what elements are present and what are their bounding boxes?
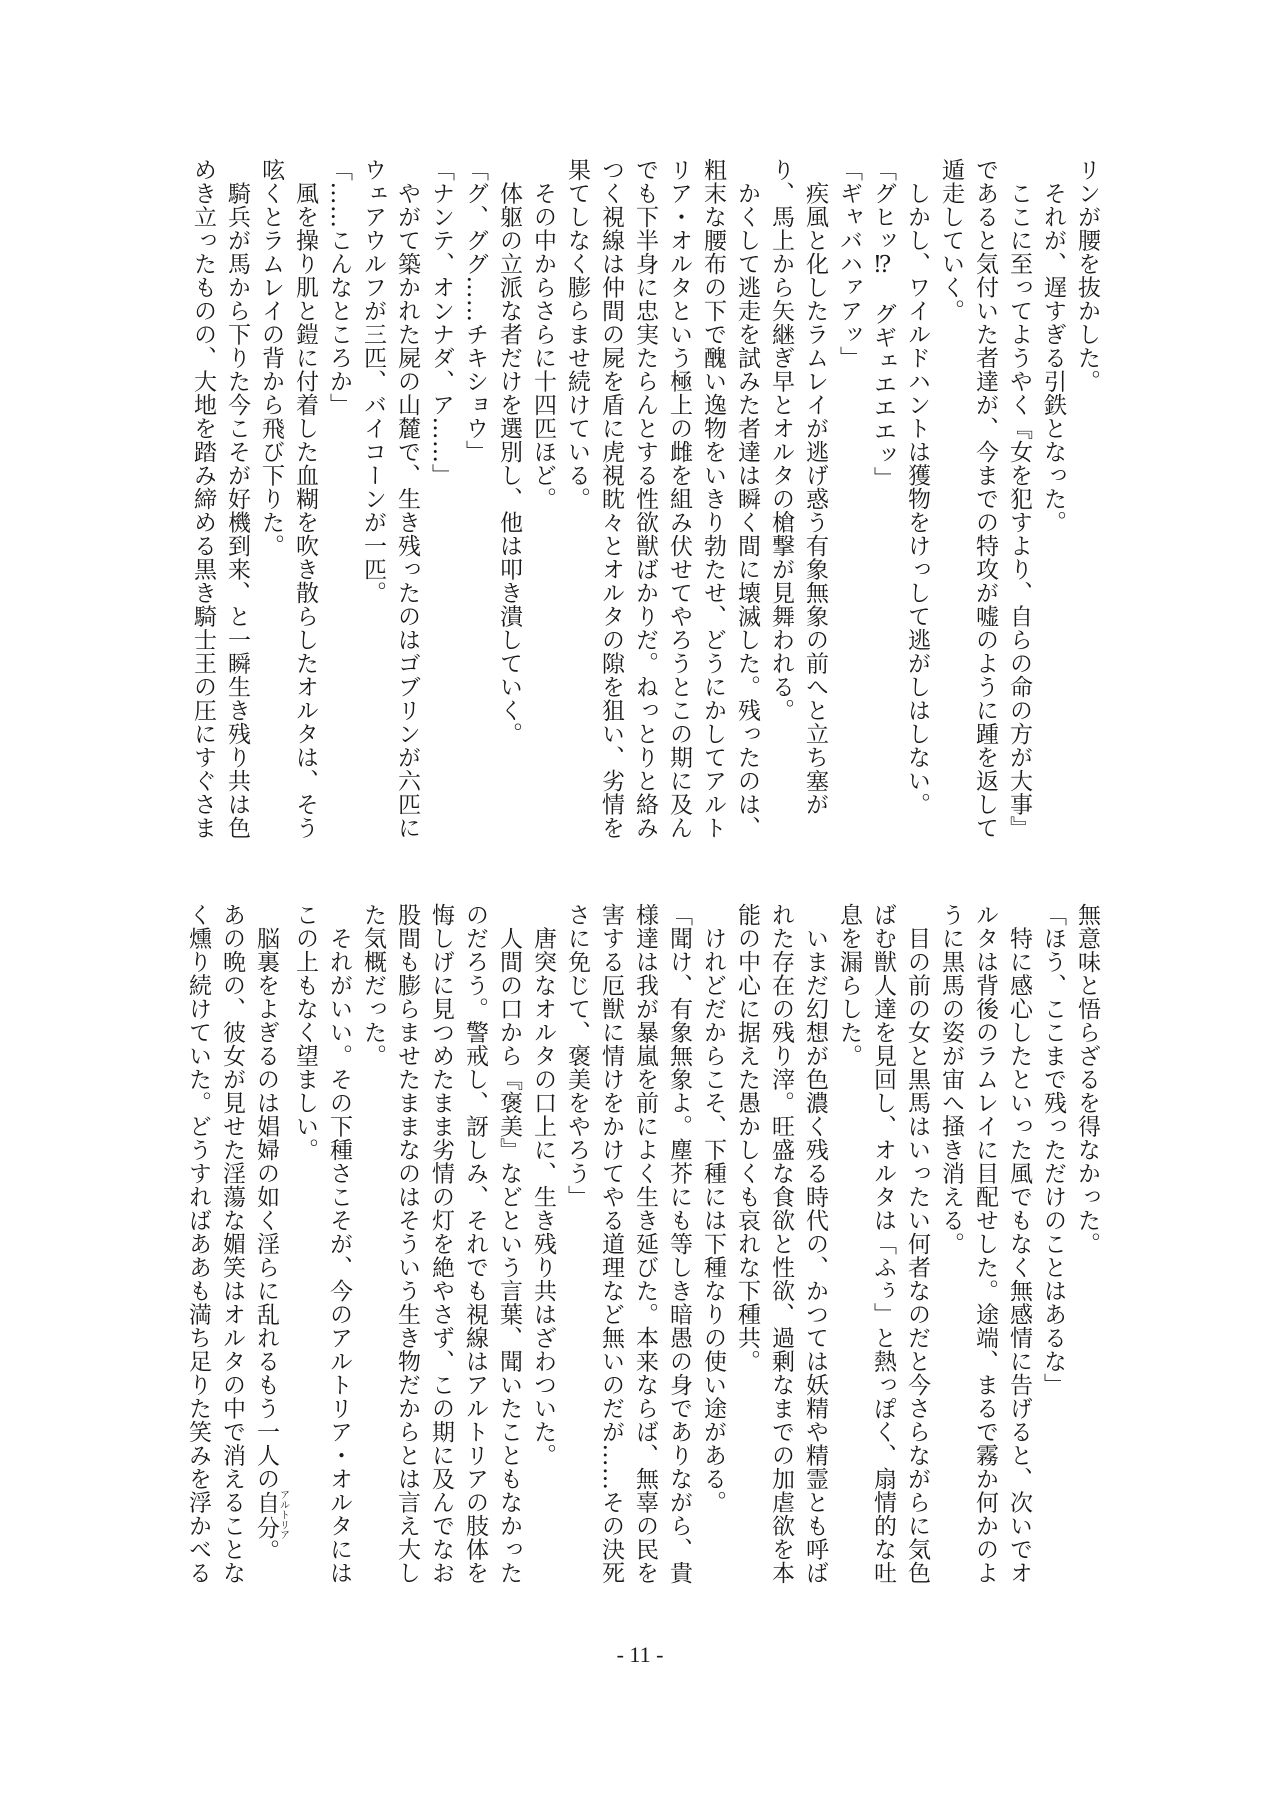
text-line: 「グ、ググ……チキショウ」	[462, 158, 488, 464]
text-line: ウェアウルフが三匹、バイコーンが一匹。	[360, 158, 386, 605]
text-line: しかし、ワイルドハントは獲物をけっして逃がしはしない。	[904, 158, 930, 816]
text-line: 息を漏らした。	[836, 903, 862, 1068]
text-line: 粗末な腰布の下で醜い逸物をいきり勃たせ、どうにかしてアルト	[700, 158, 726, 840]
ruby-base: 自分	[253, 1489, 279, 1540]
ruby-text: アルトリア	[277, 1489, 289, 1540]
text-line: ルタは背後のラムレイに目配せした。途端、まるで霧か何かのよ	[972, 903, 998, 1585]
text-line: 無意味と悟らざるを得なかった。	[1074, 903, 1100, 1256]
text-line: 特に感心したといった風でもなく無感情に告げると、次いでオ	[1006, 903, 1032, 1585]
text-line: いまだ幻想が色濃く残る時代の、かつては妖精や精霊とも呼ば	[802, 903, 828, 1585]
text-line: かくして逃走を試みた者達は瞬く間に壊滅した。残ったのは、	[734, 158, 760, 840]
text-line: 様達は我が暴嵐を前によく生き延びた。本来ならば、無辜の民を	[632, 903, 658, 1585]
text-line: 目の前の女と黒馬はいったい何者なのだと今さらながらに気色	[904, 903, 930, 1585]
text-line: 騎兵が馬から下りた今こそが好機到来、と一瞬生き残り共は色	[224, 158, 250, 840]
text-line: その中からさらに十四匹ほど。	[530, 158, 556, 511]
text-line: うに黒馬の姿が宙へ掻き消える。	[938, 903, 964, 1256]
text-line: けれどだからこそ、下種には下種なりの使い途がある。	[700, 903, 726, 1514]
text-line: 体躯の立派な者だけを選別し、他は叩き潰していく。	[496, 158, 522, 746]
text-line: ここに至ってようやく『女を犯すより、自らの命の方が大事』	[1006, 158, 1032, 840]
text-line: 人間の口から『褒美』などという言葉、聞いたこともなかった	[496, 903, 522, 1585]
text-line: 「ナンテ、オンナダ、ア……」	[428, 158, 454, 487]
text-line: つく視線は仲間の屍を盾に虎視眈々とオルタの隙を狙い、劣情を	[598, 158, 624, 840]
text-line: 呟くとラムレイの背から飛び下りた。	[258, 158, 284, 558]
text-line: めき立ったものの、大地を踏み締める黒き騎士王の圧にすぐさま	[190, 158, 216, 840]
text-line: 「ほう、ここまで残っただけのことはあるな」	[1040, 903, 1066, 1397]
text-line: 害する厄獣に情けをかけてやる道理など無いのだが……その決死	[598, 903, 624, 1585]
text-line: リア・オルタという極上の雌を組み伏せてやろうとこの期に及ん	[666, 158, 692, 840]
text-line: 悔しげに見つめたまま劣情の灯を絶やさず、この期に及んでなお	[428, 903, 454, 1585]
text-line: 唐突なオルタの口上に、生き残り共はざわついた。	[530, 903, 556, 1467]
text-line: ばむ獣人達を見回し、オルタは「ふぅ」と熱っぽく、扇情的な吐	[870, 903, 896, 1585]
text-line: た気概だった。	[360, 903, 386, 1068]
text-line: り、馬上から矢継ぎ早とオルタの槍撃が見舞われる。	[768, 158, 794, 722]
text-line: 「聞け、有象無象よ。塵芥にも等しき暗愚の身でありながら、貴	[666, 903, 692, 1585]
text-line: れた存在の残り滓。旺盛な食欲と性欲、過剰なまでの加虐欲を本	[768, 903, 794, 1585]
page-number: - 11 -	[616, 1642, 664, 1667]
text-line: それが、遅すぎる引鉄となった。	[1040, 158, 1066, 534]
text-line: それがいい。その下種さこそが、今のアルトリア・オルタには	[326, 903, 352, 1585]
text-line: 遁走していく。	[938, 158, 964, 323]
text-line: 果てしなく膨らませ続けている。	[564, 158, 590, 511]
text-line: さに免じて、褒美をやろう」	[564, 903, 590, 1209]
ruby-annotation	[253, 1489, 289, 1540]
text-line: 股間も膨らませたままなのはそういう生き物だからとは言え大し	[394, 903, 420, 1585]
text-line: 「ギャバハァアッ」	[836, 158, 862, 370]
text-line: 「……こんなところか」	[326, 158, 352, 417]
text-line: リンが腰を抜かした。	[1074, 158, 1100, 393]
text-line: 「グヒッ⁉ グギェエエエッ」	[870, 158, 896, 490]
text-line: やがて築かれた屍の山麓で、生き残ったのはゴブリンが六匹に	[394, 158, 420, 840]
text-line: でも下半身に忠実たらんとする性欲獣ばかりだ。ねっとりと絡み	[632, 158, 658, 840]
text-segment: 。	[253, 1539, 279, 1563]
text-line-with-ruby	[249, 903, 288, 1603]
text-line: 風を操り肌と鎧に付着した血糊を吹き散らしたオルタは、そう	[292, 158, 318, 840]
text-block-upper	[186, 158, 1104, 858]
text-line: く燻り続けていた。どうすればああも満ち足りた笑みを浮かべる	[185, 903, 211, 1585]
text-line: この上もなく望ましい。	[292, 903, 318, 1162]
text-line: あの晩の、彼女が見せた淫蕩な媚笑はオルタの中で消えることな	[219, 903, 245, 1585]
text-line: であると気付いた者達が、今までの特攻が嘘のように踵を返して	[972, 158, 998, 840]
text-line: のだろう。警戒し、訝しみ、それでも視線はアルトリアの肢体を	[462, 903, 488, 1585]
text-line: 疾風と化したラムレイが逃げ惑う有象無象の前へと立ち塞が	[802, 158, 828, 816]
text-block-lower	[186, 903, 1104, 1603]
text-line: 能の中心に据えた愚かしくも哀れな下種共。	[734, 903, 760, 1373]
text-segment: 脳裏をよぎるのは娼婦の如く淫らに乱れるもう一人の	[253, 903, 279, 1491]
